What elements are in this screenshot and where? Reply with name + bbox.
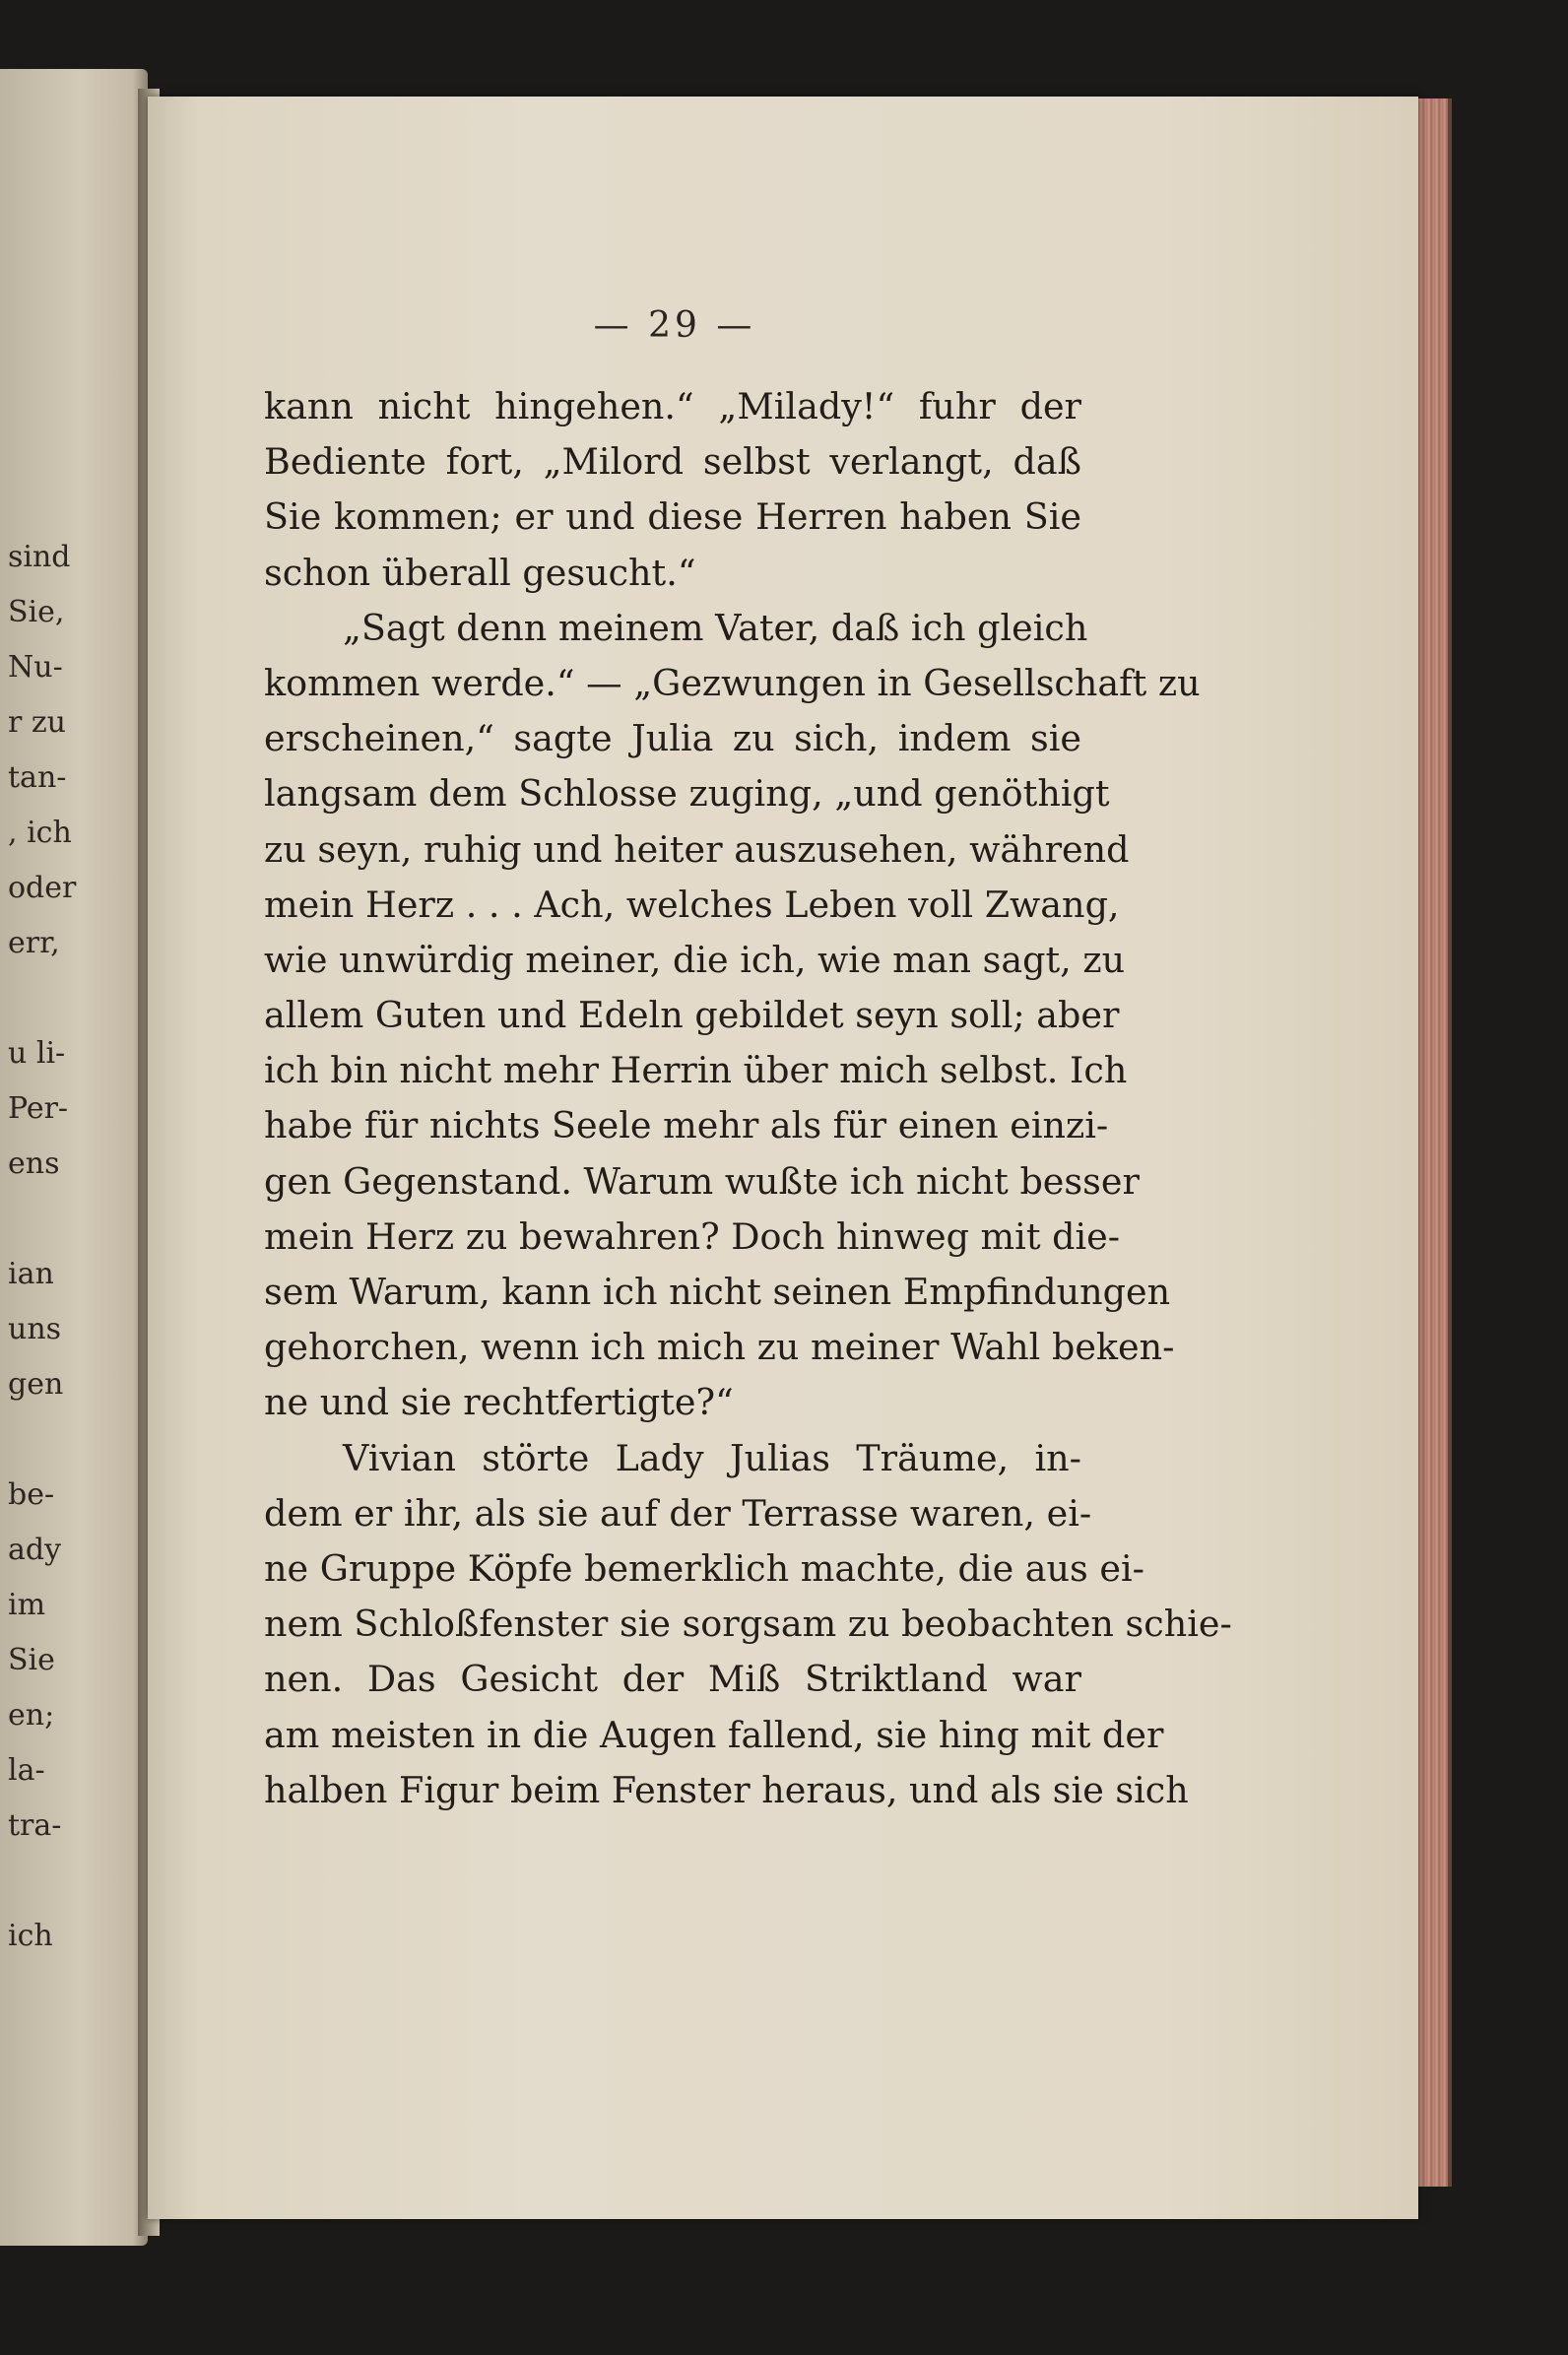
left-page-fragment: , ich	[8, 816, 72, 850]
text-line: kommen werde.“ — „Gezwungen in Gesellschaft zu	[264, 661, 1201, 704]
text-line: wie unwürdig meiner, die ich, wie man sagt, zu	[264, 938, 1126, 981]
text-line: gen Gegenstand. Warum wußte ich nicht besser	[264, 1159, 1140, 1203]
text-line: erscheinen,“ sagte Julia zu sich, indem sie	[264, 717, 1081, 760]
text-line: langsam dem Schlosse zuging, „und genöthigt	[264, 772, 1110, 816]
left-page-fragment: r zu	[8, 705, 67, 740]
left-page-fragment: sind	[8, 540, 71, 574]
left-page-fragment: ian	[8, 1257, 54, 1291]
text-line: nen. Das Gesicht der Miß Striktland war	[264, 1658, 1081, 1701]
left-page-fragment: Sie,	[8, 595, 65, 629]
body-text	[264, 379, 1232, 1818]
left-page-fragment: err,	[8, 926, 60, 960]
text-line: habe für nichts Seele mehr als für einen einzi-	[264, 1104, 1109, 1147]
text-line: Sie kommen; er und diese Herren haben Sie	[264, 495, 1081, 539]
text-line: halben Figur beim Fenster heraus, und als sie sich	[264, 1768, 1189, 1811]
left-page-fragment: ady	[8, 1533, 62, 1567]
left-page	[0, 69, 148, 2246]
text-line: mein Herz zu bewahren? Doch hinweg mit die-	[264, 1214, 1121, 1258]
left-page-fragment: be-	[8, 1477, 55, 1512]
text-line: kann nicht hingehen.“ „Milady!“ fuhr der	[264, 385, 1081, 427]
left-page-fragment: Nu-	[8, 650, 63, 685]
text-line: sem Warum, kann ich nicht seinen Empfindungen	[264, 1271, 1171, 1313]
text-line: am meisten in die Augen fallend, sie hing mit der	[264, 1713, 1164, 1756]
left-page-fragment: la-	[8, 1753, 45, 1788]
left-page-fragment: uns	[8, 1312, 62, 1346]
text-line: nem Schloßfenster sie sorgsam zu beobachten schie-	[264, 1603, 1232, 1646]
text-line: Vivian störte Lady Julias Träume, in-	[343, 1436, 1081, 1479]
text-line: gehorchen, wenn ich mich zu meiner Wahl beken-	[264, 1326, 1175, 1369]
text-line: mein Herz . . . Ach, welches Leben voll Zwang,	[264, 883, 1120, 926]
text-line: ich bin nicht mehr Herrin über mich selbst. Ich	[264, 1049, 1128, 1092]
left-page-fragment: ens	[8, 1146, 60, 1181]
text-line: Bediente fort, „Milord selbst verlangt, daß	[264, 440, 1081, 484]
left-page-fragment: ich	[8, 1919, 53, 1953]
left-page-fragment: oder	[8, 871, 77, 905]
text-line: ne und sie rechtfertigte?“	[264, 1381, 734, 1424]
left-page-fragment: Sie	[8, 1643, 55, 1677]
text-line: dem er ihr, als sie auf der Terrasse waren, ei-	[264, 1491, 1092, 1535]
left-page-fragment: u li-	[8, 1036, 66, 1071]
left-page-fragment: en;	[8, 1698, 55, 1733]
left-page-fragment: im	[8, 1588, 46, 1622]
text-line: „Sagt denn meinem Vater, daß ich gleich	[343, 606, 1088, 649]
left-page-fragment: tan-	[8, 760, 67, 795]
text-line: zu seyn, ruhig und heiter auszusehen, während	[264, 827, 1130, 871]
page-number: — 29 —	[593, 305, 756, 346]
left-page-fragment: tra-	[8, 1808, 62, 1843]
left-page-fragment: Per-	[8, 1091, 69, 1126]
text-line: schon überall gesucht.“	[264, 551, 696, 594]
text-line: allem Guten und Edeln gebildet seyn soll; aber	[264, 994, 1120, 1037]
left-page-fragment: gen	[8, 1367, 64, 1402]
text-line: ne Gruppe Köpfe bemerklich machte, die aus ei-	[264, 1546, 1144, 1590]
